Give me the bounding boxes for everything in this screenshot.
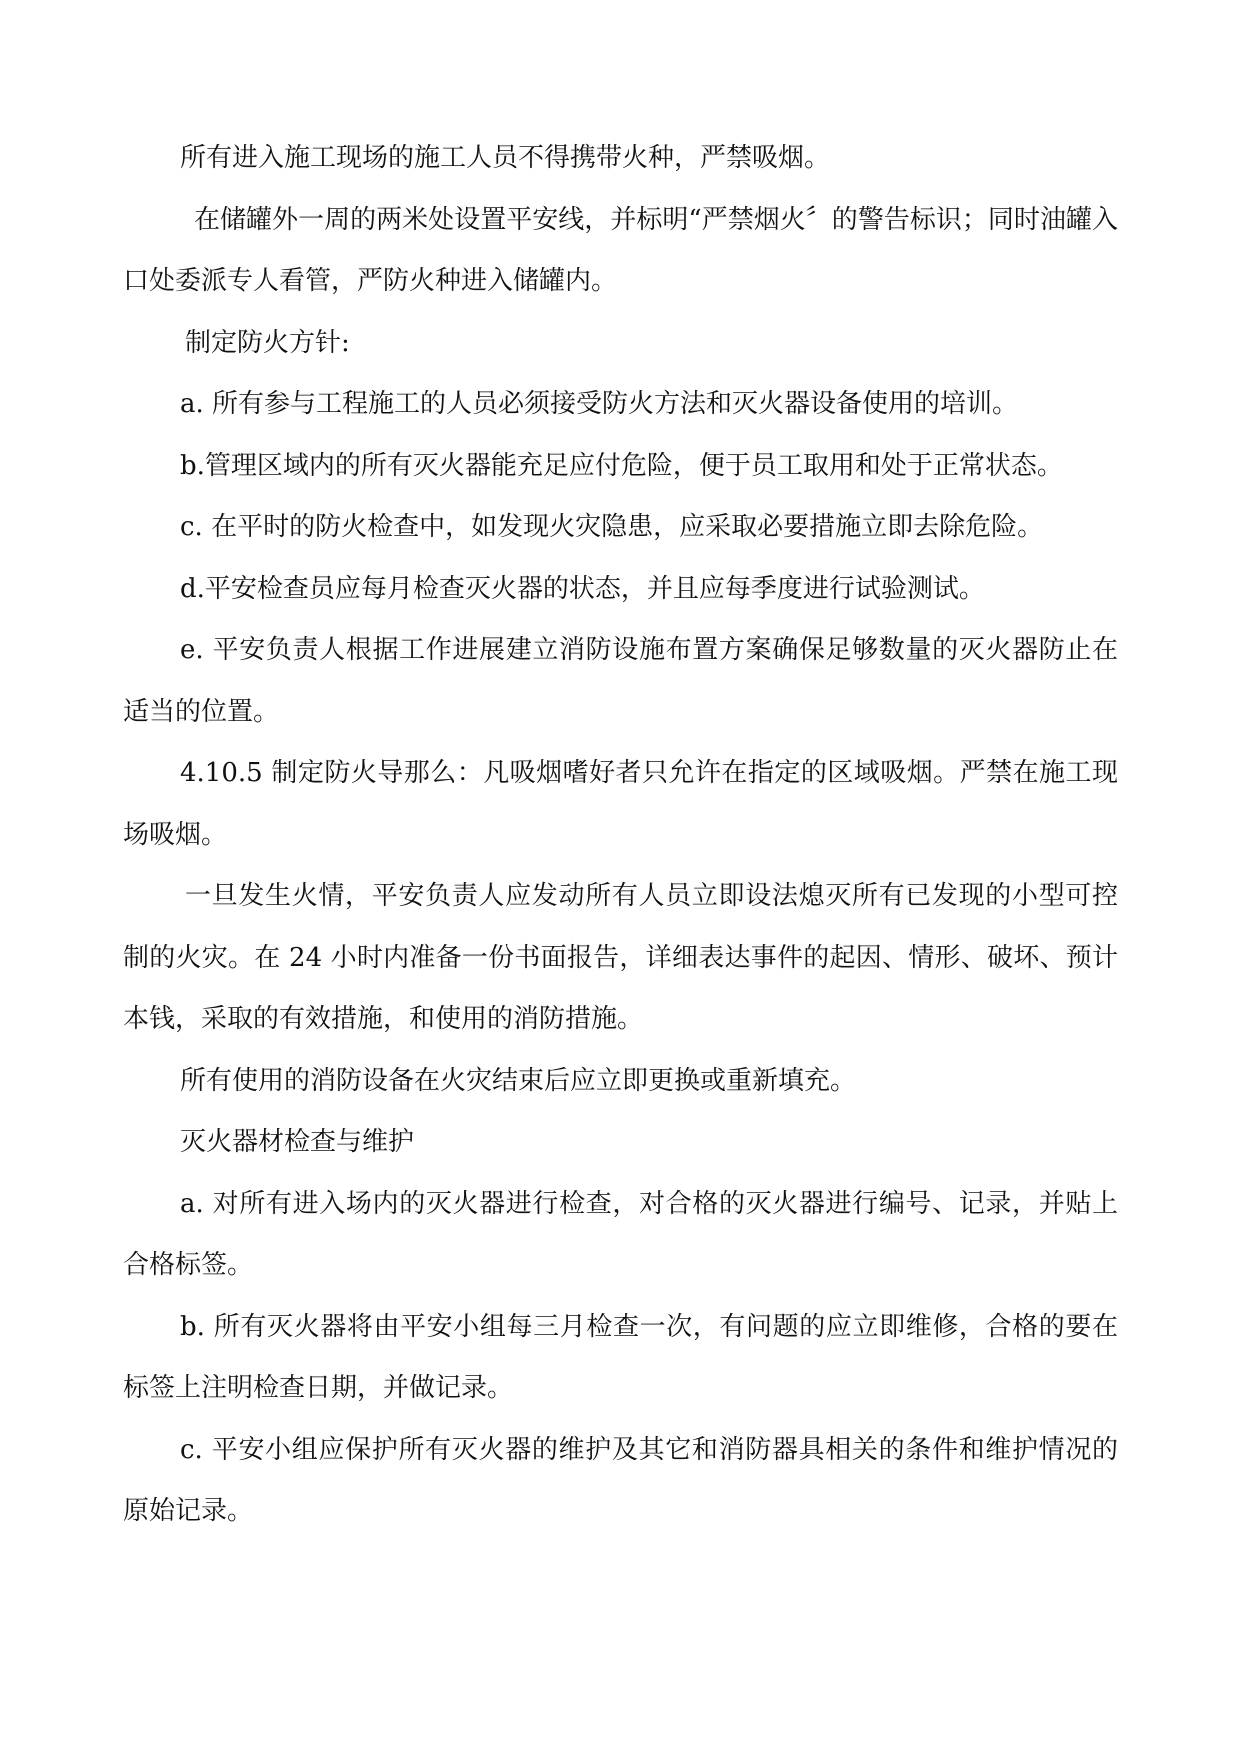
- paragraph-maint-item-b: b. 所有灭火器将由平安小组每三月检查一次，有问题的应立即维修，合格的要在标签上注明检查日期，并做记录。: [123, 1311, 1118, 1403]
- paragraph-section-4-10-5: 4.10.5 制定防火导那么：凡吸烟嗜好者只允许在指定的区域吸烟。严禁在施工现场吸烟。: [123, 758, 1118, 850]
- paragraph-refill-equipment: 所有使用的消防设备在火灾结束后应立即更换或重新填充。: [180, 1065, 857, 1096]
- paragraph-item-c-inspection: c. 在平时的防火检查中，如发现火灾隐患，应采取必要措施立即去除危险。: [180, 512, 1044, 542]
- paragraph-no-fire-source: 所有进入施工现场的施工人员不得携带火种，严禁吸烟。: [180, 143, 831, 173]
- paragraph-maintenance-heading: 灭火器材检查与维护: [180, 1127, 415, 1157]
- document-body: [123, 128, 1118, 1543]
- paragraph-item-e-layout-plan: e. 平安负责人根据工作进展建立消防设施布置方案确保足够数量的灭火器防止在适当的位置。: [123, 635, 1118, 727]
- paragraph-maint-item-c: c. 平安小组应保护所有灭火器的维护及其它和消防器具相关的条件和维护情况的原始记录。: [123, 1434, 1118, 1526]
- paragraph-item-a-training: a. 所有参与工程施工的人员必须接受防火方法和灭火器设备使用的培训。: [180, 389, 1019, 419]
- paragraph-safety-line: 在储罐外一周的两米处设置平安线，并标明“严禁烟火〞的警告标识；同时油罐入口处委派专人看管，严防火种进入储罐内。: [123, 204, 1118, 296]
- paragraph-fire-response: 一旦发生火情，平安负责人应发动所有人员立即设法熄灭所有已发现的小型可控制的火灾。在 24 小时内准备一份书面报告，详细表达事件的起因、情形、破坏、预计本钱，采取的有效措施，和使用的消防措施。: [123, 881, 1118, 1034]
- paragraph-item-b-extinguishers: b.管理区域内的所有灭火器能充足应付危险，便于员工取用和处于正常状态。: [180, 450, 1063, 481]
- paragraph-fire-policy-heading: 制定防火方针:: [185, 327, 350, 358]
- paragraph-item-d-monthly-check: d.平安检查员应每月检查灭火器的状态，并且应每季度进行试验测试。: [180, 573, 985, 604]
- paragraph-maint-item-a: a. 对所有进入场内的灭火器进行检查，对合格的灭火器进行编号、记录，并贴上合格标签。: [123, 1188, 1118, 1280]
